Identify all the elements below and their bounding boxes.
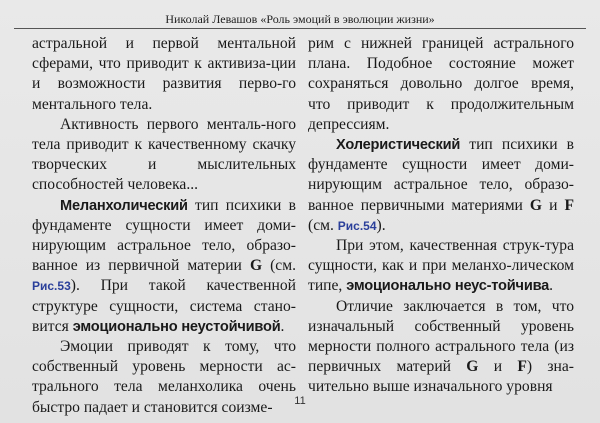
matter-f: F: [564, 196, 574, 214]
left-paragraph-4: Эмоции приводят к тому, что собственный уровень мерности ас-трального тела меланхолика очень быстро падает и становится соизме-: [32, 338, 296, 416]
left-column: [32, 34, 296, 418]
figure-ref-54[interactable]: Рис.54: [337, 218, 377, 233]
page-number: 11: [294, 395, 306, 407]
right-paragraph-2: Холеристический тип психики в фундаменте сущности имеет доми-нирующим астральное тело, образо-ванное первичными материями G и F (см. Рис.54).: [308, 136, 574, 234]
right-paragraph-1: рим с нижней границей астрального плана. Подобное состояние может сохраняться довольно долгое время, что приводит к продолжительным депрессиям.: [308, 35, 574, 133]
left-paragraph-2: Активность первого менталь-ного тела приводит к качественному скачку творческих и мыслительных способностей человека...: [32, 115, 296, 194]
matter-g: G: [249, 257, 263, 275]
right-paragraph-3: При этом, качественная струк-тура сущности, как и при меланхо-лическом типе, эмоционально неус-тойчива.: [308, 237, 574, 295]
matter-g: G: [529, 196, 543, 214]
left-paragraph-1: астральной и первой ментальной сферами, что приводит к активиза-ции и возможности развития перво-го ментального тела.: [32, 35, 296, 113]
emphasis-unstable: эмоционально неус-тойчива: [346, 278, 550, 295]
header-title: Николай Левашов «Роль эмоций в эволюции жизни»: [165, 11, 435, 26]
running-header: [14, 6, 586, 29]
matter-g: G: [466, 358, 479, 376]
matter-f: F: [517, 358, 527, 376]
emphasis-unstable: эмоционально неустойчивой: [72, 318, 281, 335]
term-choleric: Холеристический: [336, 137, 461, 154]
figure-ref-53[interactable]: Рис.53: [32, 279, 71, 294]
left-paragraph-3: Меланхолический тип психики в фундаменте сущности имеет доми-нирующим астральное тело, образо-ванное из первичной материи G (см. Рис.53). При такой качественной структуре сущности, система стано-вится эмоционально неустойчивой.: [32, 196, 296, 335]
right-paragraph-4: Отличие заключается в том, что изначальный собственный уровень мерности полного астрального тела (из первичных материй G и F) зна-чительно выше изначального уровня: [308, 297, 574, 396]
term-melancholic: Меланхолический: [60, 197, 188, 214]
right-column: [308, 34, 574, 398]
